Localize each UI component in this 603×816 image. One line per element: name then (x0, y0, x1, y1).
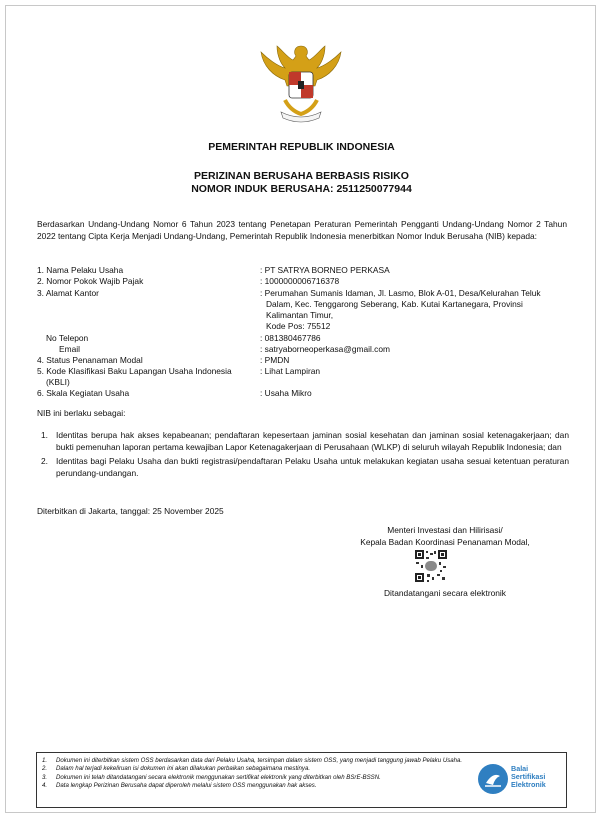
list-item-text: Identitas berupa hak akses kepabeanan; pendaftaran kepesertaan jaminan sosial kesehatan dan jaminan sosial ketenagakerjaan; dan bukti pemenuhan laporan pertama kewajiban Lapor Ketenagakerjaan di Perusahaan (WLKP) di seluruh wilayah Republik Indonesia; dan (56, 430, 569, 452)
list-item (42, 774, 482, 782)
nib-number: NOMOR INDUK BERUSAHA: 2511250077944 (191, 183, 412, 195)
field-value-address-3: Kalimantan Timur, (266, 310, 334, 320)
note-text: Dalam hal terjadi kekeliruan isi dokumen ini akan dilakukan perbaikan sebagaimana mestinya. (56, 765, 311, 773)
field-value-address-2: Dalam, Kec. Tenggarong Seberang, Kab. Kutai Kartanegara, Provinsi (266, 299, 523, 309)
field-value-phone: : 081380467786 (260, 333, 321, 343)
list-item-number: 2. (41, 456, 48, 466)
field-label-kbli: 5. Kode Klasifikasi Baku Lapangan Usaha Indonesia (37, 366, 232, 376)
field-label-phone: No Telepon (46, 333, 89, 343)
nib-validity-label: NIB ini berlaku sebagai: (37, 408, 126, 418)
list-item-text: Identitas bagi Pelaku Usaha dan bukti registrasi/pendaftaran Pelaku Usaha untuk melakukan kegiatan usaha sesuai ketentuan peraturan perundang-undangan. (56, 456, 569, 478)
note-text: Dokumen ini diterbitkan sistem OSS berdasarkan data dari Pelaku Usaha, tersimpan dalam sistem OSS, yang menjadi tanggung jawab Pelaku Usaha. (56, 757, 463, 764)
field-label-email: Email (59, 344, 80, 354)
note-number: 4. (42, 782, 48, 790)
note-text: Data lengkap Perizinan Berusaha dapat diperoleh melalui sistem OSS menggunakan hak akses. (56, 782, 317, 790)
field-value-investment-status: : PMDN (260, 355, 290, 365)
qr-code-icon (414, 549, 448, 583)
bsre-logo-text-1: Balai (511, 764, 529, 773)
bsre-logo (478, 762, 562, 800)
field-value-address-1: : Perumahan Sumanis Idaman, Jl. Lasmo, Blok A-01, Desa/Kelurahan Teluk (260, 288, 541, 298)
field-label-kbli-abbr: (KBLI) (46, 377, 70, 387)
field-value-business-scale: : Usaha Mikro (260, 388, 312, 398)
field-value-business-name: : PT SATRYA BORNEO PERKASA (260, 265, 390, 275)
field-label-business-name: 1. Nama Pelaku Usaha (37, 265, 124, 275)
field-value-email: : satryaborneoperkasa@gmail.com (260, 344, 390, 354)
note-number: 2. (42, 765, 48, 773)
note-text: Dokumen ini telah ditandatangani secara elektronik menggunakan sertifikat elektronik yang diterbitkan oleh BSrE-BSSN. (56, 773, 381, 781)
signatory-title-1: Menteri Investasi dan Hilirisasi/ (387, 525, 503, 535)
field-label-business-scale: 6. Skala Kegiatan Usaha (37, 388, 130, 398)
list-item (42, 765, 482, 773)
note-number: 1. (42, 757, 48, 764)
signatory-title-2: Kepala Badan Koordinasi Penanaman Modal, (360, 537, 530, 547)
footer-notes-list (42, 757, 482, 791)
field-value-kbli: : Lihat Lampiran (260, 366, 321, 376)
list-item (41, 455, 569, 479)
list-item (42, 782, 482, 790)
field-label-investment-status: 4. Status Penanaman Modal (37, 355, 143, 365)
license-title: PERIZINAN BERUSAHA BERBASIS RISIKO (194, 170, 409, 182)
issued-date: Diterbitkan di Jakarta, tanggal: 25 November 2025 (37, 506, 224, 516)
electronic-signature-note: Ditandatangani secara elektronik (384, 588, 506, 598)
list-item (41, 429, 569, 453)
bsre-logo-icon (478, 764, 508, 794)
intro-paragraph: Berdasarkan Undang-Undang Nomor 6 Tahun 2023 tentang Penetapan Peraturan Pemerintah Pengganti Undang-Undang Nomor 2 Tahun 2022 tentang Cipta Kerja Menjadi Undang-Undang, Pemerintah Republik Indonesia menerbitkan Nomor Induk Berusaha (NIB) kepada: (37, 219, 567, 241)
list-item (42, 757, 482, 765)
nib-function-list (41, 429, 569, 481)
garuda-emblem (255, 42, 347, 126)
field-value-postal-code: Kode Pos: 75512 (266, 321, 331, 331)
field-value-npwp: : 1000000006716378 (260, 276, 340, 286)
list-item-number: 1. (41, 430, 48, 440)
country-heading: PEMERINTAH REPUBLIK INDONESIA (208, 141, 395, 153)
bsre-logo-text-3: Elektronik (511, 780, 546, 789)
bsre-logo-text-2: Sertifikasi (511, 772, 546, 781)
field-label-npwp: 2. Nomor Pokok Wajib Pajak (37, 276, 144, 286)
note-number: 3. (42, 773, 48, 781)
field-label-address: 3. Alamat Kantor (37, 288, 99, 298)
